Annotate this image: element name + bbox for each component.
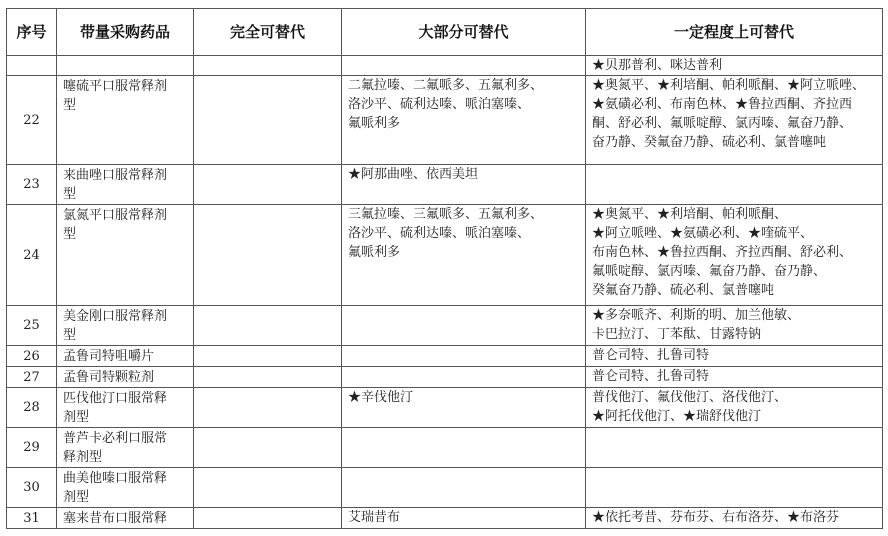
cell-line: 氟哌啶醇、氯丙嗪、氟奋乃静、奋乃静、 [592,264,827,279]
cell-line: 氟哌利多 [348,245,401,260]
table-row [7,76,883,165]
row-most-substitute [342,76,586,165]
row-drug-name [57,508,194,529]
row-partial-substitute [586,428,883,468]
cell-line: ★依托考昔、芬布芬、右布洛芬、★布洛芬 [592,510,840,525]
table-row [7,508,883,529]
row-seq [7,56,57,76]
row-full-substitute [194,428,342,468]
row-seq: 22 [7,76,57,165]
cell-line: 来曲唑口服常释剂 [63,168,168,183]
cell-line: ★奥氮平、★利培酮、帕利哌酮、 [592,207,788,222]
row-partial-substitute [586,468,883,508]
cell-line: 二氟拉嗪、二氟哌多、五氟利多、 [348,78,544,93]
cell-line: ★辛伐他汀 [348,390,414,405]
cell-line: 卡巴拉汀、丁苯酞、甘露特钠 [592,327,762,342]
row-drug-name [57,346,194,367]
table-row [7,56,883,76]
row-full-substitute [194,367,342,388]
header-drug-name: 带量采购药品 [57,9,194,56]
row-seq: 24 [7,205,57,306]
row-partial-substitute [586,76,883,165]
cell-line: 曲美他嗪口服常释 [63,471,168,486]
cell-line: 型 [63,227,77,242]
table-row [7,367,883,388]
cell-line: 美金刚口服常释剂 [63,309,168,324]
row-drug-name [57,56,194,76]
row-most-substitute [342,367,586,388]
row-seq: 25 [7,306,57,346]
cell-line: 酮、舒必利、氟哌啶醇、氯丙嗪、氟奋乃静、 [592,116,853,131]
row-seq: 26 [7,346,57,367]
row-partial-substitute [586,508,883,529]
row-seq: 29 [7,428,57,468]
cell-line: 普仑司特、扎鲁司特 [592,348,710,363]
row-most-substitute [342,508,586,529]
cell-line: 型 [63,98,77,113]
row-full-substitute [194,76,342,165]
header-row [7,9,883,56]
cell-line: 普芦卡必利口服常 [63,431,168,446]
row-partial-substitute [586,205,883,306]
header-most-substitute: 大部分可替代 [342,9,586,56]
cell-line: ★阿那曲唑、依西美坦 [348,167,479,182]
row-most-substitute [342,306,586,346]
row-partial-substitute [586,367,883,388]
cell-line: 癸氟奋乃静、硫必利、氯普噻吨 [592,283,775,298]
cell-line: 氟哌利多 [348,116,401,131]
row-partial-substitute [586,56,883,76]
row-seq: 23 [7,165,57,205]
cell-line: 剂型 [63,490,90,505]
row-full-substitute [194,306,342,346]
row-drug-name [57,165,194,205]
row-most-substitute [342,388,586,428]
row-seq: 28 [7,388,57,428]
cell-line: 艾瑞昔布 [348,510,401,525]
cell-line: ★贝那普利、咪达普利 [592,58,723,73]
row-partial-substitute [586,388,883,428]
cell-line: 释剂型 [63,450,103,465]
header-seq: 序号 [7,9,57,56]
cell-line: 型 [63,328,77,343]
row-seq: 31 [7,508,57,529]
row-most-substitute [342,56,586,76]
cell-line: 普仑司特、扎鲁司特 [592,369,710,384]
cell-line: 剂型 [63,410,90,425]
cell-line: 洛沙平、硫利达嗪、哌泊塞嗪、 [348,97,531,112]
table-row [7,428,883,468]
cell-line: 洛沙平、硫利达嗪、哌泊塞嗪、 [348,226,531,241]
table-header [7,9,883,56]
cell-line: 三氟拉嗪、三氟哌多、五氟利多、 [348,207,544,222]
cell-line: 噻硫平口服常释剂 [63,79,168,94]
table-row [7,388,883,428]
row-full-substitute [194,205,342,306]
cell-line: 氯氮平口服常释剂 [63,208,168,223]
row-most-substitute [342,428,586,468]
cell-line: ★多奈哌齐、利斯的明、加兰他敏、 [592,308,801,323]
row-full-substitute [194,346,342,367]
row-drug-name [57,205,194,306]
table-body [7,56,883,529]
cell-line: 普伐他汀、氟伐他汀、洛伐他汀、 [592,390,788,405]
row-most-substitute [342,346,586,367]
cell-line: ★氨磺必利、布南色林、★鲁拉西酮、齐拉西 [592,97,853,112]
drug-substitution-table [6,8,883,529]
row-seq: 30 [7,468,57,508]
row-most-substitute [342,165,586,205]
row-full-substitute [194,468,342,508]
table-row [7,205,883,306]
cell-line: 孟鲁司特颗粒剂 [63,370,155,385]
header-partial-substitute: 一定程度上可替代 [586,9,883,56]
cell-line: 型 [63,187,77,202]
row-drug-name [57,428,194,468]
header-full-substitute: 完全可替代 [194,9,342,56]
row-drug-name [57,388,194,428]
cell-line: 奋乃静、癸氟奋乃静、硫必利、氯普噻吨 [592,135,827,150]
row-drug-name [57,367,194,388]
row-drug-name [57,468,194,508]
row-full-substitute [194,508,342,529]
row-partial-substitute [586,165,883,205]
cell-line: 塞来昔布口服常释 [63,511,168,526]
row-full-substitute [194,56,342,76]
cell-line: 匹伐他汀口服常释 [63,391,168,406]
table-row [7,306,883,346]
row-drug-name [57,76,194,165]
cell-line: ★奥氮平、★利培酮、帕利哌酮、★阿立哌唑、 [592,78,866,93]
table-row [7,346,883,367]
row-full-substitute [194,388,342,428]
row-partial-substitute [586,306,883,346]
row-partial-substitute [586,346,883,367]
row-most-substitute [342,205,586,306]
cell-line: ★阿托伐他汀、★瑞舒伐他汀 [592,409,762,424]
cell-line: ★阿立哌唑、★氨磺必利、★喹硫平、 [592,226,814,241]
table-row [7,165,883,205]
row-full-substitute [194,165,342,205]
cell-line: 孟鲁司特咀嚼片 [63,349,155,364]
table-row [7,468,883,508]
row-seq: 27 [7,367,57,388]
cell-line: 布南色林、★鲁拉西酮、齐拉西酮、舒必利、 [592,245,853,260]
row-drug-name [57,306,194,346]
row-most-substitute [342,468,586,508]
